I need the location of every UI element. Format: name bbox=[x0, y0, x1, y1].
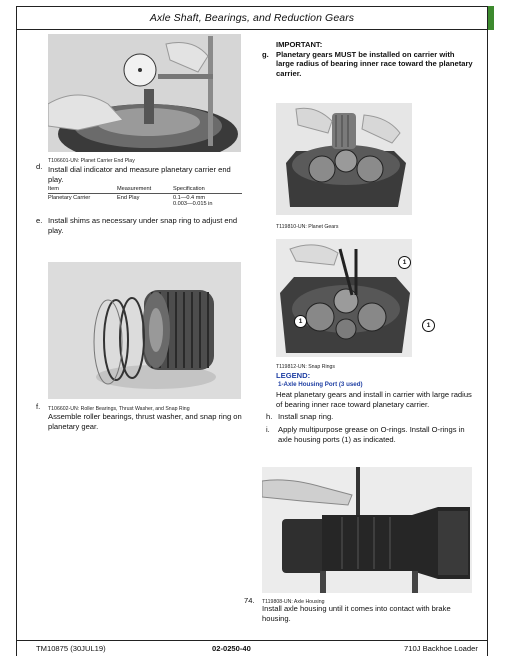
figure-caption: T119808-UN: Axle Housing bbox=[262, 599, 325, 605]
table-row bbox=[48, 194, 242, 208]
figure-caption: T119810-UN: Planet Gears bbox=[276, 224, 339, 230]
step-f bbox=[36, 402, 242, 431]
step-e bbox=[36, 216, 242, 235]
step-text: Install shims as necessary under snap ring to adjust end play. bbox=[48, 216, 238, 235]
photo-snap-rings bbox=[276, 239, 412, 357]
footer-page-number: 02-0250-40 bbox=[212, 644, 251, 653]
figure-caption: T106601-UN: Planet Carrier End Play bbox=[48, 158, 135, 164]
step-letter: h. bbox=[266, 412, 273, 421]
table-header: Item bbox=[48, 186, 117, 194]
page-header bbox=[16, 6, 488, 30]
callout-1: 1 bbox=[398, 256, 411, 269]
table-cell: End Play bbox=[117, 195, 140, 201]
figure-caption: T119812-UN: Snap Rings bbox=[276, 364, 336, 370]
legend-title: LEGEND: bbox=[276, 371, 311, 380]
table-header: Specification bbox=[173, 186, 242, 194]
figure-caption: T106602-UN: Roller Bearings, Thrust Washer, and Snap Ring bbox=[48, 406, 190, 412]
spec-metric: 0.1—0.4 mm bbox=[173, 195, 206, 201]
step-h bbox=[266, 412, 474, 422]
step-i bbox=[266, 425, 474, 444]
important-notice bbox=[262, 40, 474, 78]
step-text: Planetary gears MUST be installed on carrier with large radius of bearing inner race toward the planetary carrier. bbox=[276, 49, 473, 78]
photo-axle-housing bbox=[262, 467, 472, 593]
step-letter: i. bbox=[266, 425, 270, 434]
table-header: Measurement bbox=[117, 186, 173, 194]
photo-roller-bearings bbox=[48, 262, 241, 399]
section-tab-marker bbox=[488, 6, 494, 30]
step-text: Install axle housing until it comes into contact with brake housing. bbox=[262, 604, 451, 623]
callout-1: 1 bbox=[294, 315, 307, 328]
photo-dial-indicator bbox=[48, 34, 241, 152]
footer-model: 710J Backhoe Loader bbox=[404, 644, 478, 653]
step-text: Install snap ring. bbox=[278, 412, 334, 421]
step-letter: d. bbox=[36, 162, 43, 171]
spec-imperial: 0.003—0.015 in bbox=[173, 201, 213, 207]
step-letter: 74. bbox=[244, 596, 255, 605]
page-title: Axle Shaft, Bearings, and Reduction Gears bbox=[149, 12, 355, 24]
step-letter: f. bbox=[36, 402, 41, 411]
step-74 bbox=[244, 596, 474, 623]
step-d bbox=[36, 162, 242, 184]
step-letter: e. bbox=[36, 216, 43, 225]
table-cell bbox=[173, 194, 242, 208]
important-label: IMPORTANT: bbox=[276, 40, 323, 49]
legend-item: 1-Axle Housing Port (3 used) bbox=[278, 381, 363, 388]
photo-planet-gears bbox=[276, 103, 412, 215]
step-text: Apply multipurpose grease on O-rings. Install O-rings in axle housing ports (1) as indicated. bbox=[278, 425, 465, 444]
step-text: Assemble roller bearings, thrust washer, and snap ring on planetary gear. bbox=[48, 412, 242, 431]
specification-table bbox=[48, 186, 242, 207]
callout-1: 1 bbox=[422, 319, 435, 332]
step-letter: g. bbox=[262, 49, 269, 59]
footer-rule bbox=[16, 640, 488, 641]
table-cell: Planetary Carrier bbox=[48, 195, 91, 201]
footer-doc-id: TM10875 (30JUL19) bbox=[36, 644, 106, 653]
paragraph-heat-gears: Heat planetary gears and install in carrier with large radius of bearing inner race toward planetary carrier. bbox=[276, 390, 472, 409]
step-text: Install dial indicator and measure planetary carrier end play. bbox=[48, 165, 231, 184]
